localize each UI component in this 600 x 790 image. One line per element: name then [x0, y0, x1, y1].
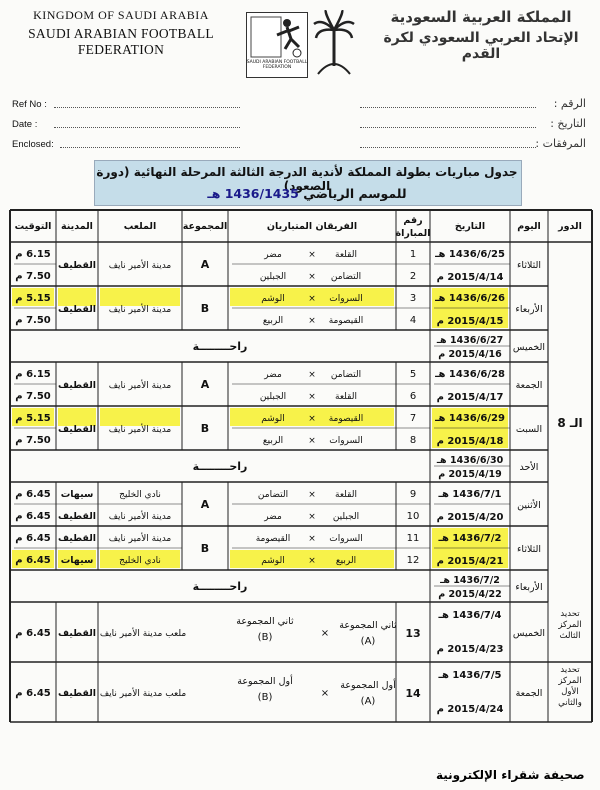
versus-mark: × [308, 370, 316, 380]
away-team: الربيع [262, 316, 284, 326]
versus-mark: × [308, 534, 316, 544]
away-team: الربيع [262, 436, 284, 446]
kickoff-time: 7.50 م [15, 435, 51, 446]
enclosed-label: Enclosed: [12, 139, 54, 150]
home-team: التضامن [330, 272, 362, 282]
season-value: 1436/1435 هـ [207, 186, 299, 201]
hijri-date: 1436/6/27 هـ [436, 335, 504, 346]
group-label: A [200, 378, 210, 391]
kickoff-time: 7.50 م [15, 391, 51, 402]
city-name: سيهات [60, 555, 94, 566]
round-stage-label: تحديد [560, 665, 580, 675]
versus-mark: × [308, 392, 316, 402]
rest-label: راحــــــــة [192, 460, 248, 473]
versus-mark: × [308, 316, 316, 326]
versus-mark: × [308, 512, 316, 522]
away-team: الوشم [261, 294, 285, 304]
away-team: القيصومة [255, 534, 291, 544]
kickoff-time: 6.45 م [15, 555, 51, 566]
home-team: القلعة [335, 490, 357, 500]
match-number: 12 [406, 555, 420, 566]
away-team: مضر [264, 512, 282, 522]
stadium-name: ملعب مدينة الأمير نايف [99, 689, 187, 699]
day-label: الأربعاء [515, 582, 543, 593]
gregorian-date: 2015/4/17 م [436, 392, 504, 403]
round-label: الـ 8 [557, 416, 583, 430]
hijri-date: 1436/7/1 هـ [438, 489, 502, 500]
round-stage-label: الثالث [559, 631, 581, 641]
stadium-name: مدينة الأمير نايف [108, 425, 172, 435]
kickoff-time: 6.45 م [15, 533, 51, 544]
hijri-date: 1436/6/29 هـ [435, 413, 505, 424]
column-header: التاريخ [454, 221, 486, 232]
home-team: (A) [360, 696, 376, 707]
match-number: 7 [409, 413, 417, 424]
match-number: 11 [406, 533, 420, 544]
match-number: 2 [409, 271, 417, 282]
match-number: 3 [409, 293, 417, 304]
gregorian-date: 2015/4/21 م [436, 556, 504, 567]
gregorian-date: 2015/4/18 م [436, 436, 504, 447]
home-team: الجبلين [332, 512, 360, 522]
stadium-name: مدينة الأمير نايف [108, 534, 172, 544]
home-team: القيصومة [328, 316, 364, 326]
federation-name-ar: الإتحاد العربي السعودي لكرة القدم [383, 30, 579, 62]
home-team: الربيع [335, 556, 357, 566]
home-team: السروات [329, 294, 363, 304]
column-header: اليوم [517, 221, 541, 232]
match-number: 14 [405, 687, 421, 700]
federation-name-en: SAUDI ARABIAN FOOTBALL FEDERATION [28, 26, 214, 57]
versus-mark: × [308, 272, 316, 282]
versus-mark: × [308, 556, 316, 566]
city-name: القطيف [57, 260, 97, 271]
ref-no-label: Ref No : [12, 99, 47, 110]
kickoff-time: 6.15 م [15, 249, 51, 260]
group-label: B [200, 422, 210, 435]
versus-mark: × [320, 688, 330, 699]
group-label: B [200, 302, 210, 315]
gregorian-date: 2015/4/23 م [436, 644, 504, 655]
kickoff-time: 6.45 م [15, 688, 51, 699]
group-label: A [200, 258, 210, 271]
day-label: الجمعة [515, 688, 543, 699]
city-name: القطيف [57, 628, 97, 639]
hijri-date: 1436/6/25 هـ [435, 249, 505, 260]
home-team: السروات [329, 436, 363, 446]
enclosed-label-ar: المرفقات : [535, 137, 586, 150]
season-prefix: للموسم الرياضي [303, 186, 407, 201]
away-team: مضر [264, 250, 282, 260]
stadium-highlight [100, 288, 180, 306]
gregorian-date: 2015/4/16 م [438, 349, 502, 360]
kingdom-name-ar: المملكة العربية السعودية [390, 8, 572, 26]
kickoff-time: 6.15 م [15, 369, 51, 380]
city-name: القطيف [57, 688, 97, 699]
column-header: المدينة [61, 221, 93, 232]
away-team: مضر [264, 370, 282, 380]
kickoff-time: 7.50 م [15, 315, 51, 326]
versus-mark: × [308, 414, 316, 424]
match-number: 6 [409, 391, 417, 402]
home-team: القلعة [335, 250, 357, 260]
gregorian-date: 2015/4/14 م [436, 272, 504, 283]
city-name: سيهات [60, 489, 94, 500]
round-stage-label: والثاني [558, 698, 582, 708]
hijri-date: 1436/7/2 هـ [438, 533, 502, 544]
away-team: الوشم [261, 414, 285, 424]
home-team: أول المجموعة [340, 680, 396, 691]
round-stage-label: المركز [558, 676, 582, 686]
away-team: (B) [257, 692, 273, 703]
versus-mark: × [308, 294, 316, 304]
versus-mark: × [308, 250, 316, 260]
match-number: 8 [409, 435, 417, 446]
hijri-date: 1436/6/28 هـ [435, 369, 505, 380]
away-team: التضامن [257, 490, 289, 500]
column-header: الفريقان المتباريان [266, 221, 358, 232]
column-header: الملعب [123, 221, 157, 232]
city-name: القطيف [57, 424, 97, 435]
day-label: الجمعة [515, 380, 543, 391]
kickoff-time: 7.50 م [15, 271, 51, 282]
gregorian-date: 2015/4/22 م [438, 589, 502, 600]
away-team: الجبلين [259, 272, 287, 282]
day-label: الأحد [519, 462, 539, 473]
hijri-date: 1436/7/2 هـ [440, 575, 500, 586]
match-number: 10 [406, 511, 420, 522]
newspaper-watermark: صحيفة شقراء الإلكترونية [436, 768, 585, 782]
hijri-date: 1436/6/30 هـ [436, 455, 504, 466]
round-stage-label: المركز [558, 620, 582, 630]
stadium-name: مدينة الأمير نايف [108, 261, 172, 271]
home-team: التضامن [330, 370, 362, 380]
gregorian-date: 2015/4/19 م [438, 469, 502, 480]
home-team: القيصومة [328, 414, 364, 424]
kickoff-time: 5.15 م [15, 293, 51, 304]
stadium-name: نادي الخليج [119, 556, 161, 566]
schedule-title: جدول مباريات بطولة المملكة لأندية الدرجة الثالثة المرحلة النهائية (دورة الصعود) [96, 165, 518, 193]
rest-label: راحــــــــة [192, 340, 248, 353]
gregorian-date: 2015/4/24 م [436, 704, 504, 715]
away-team: (B) [257, 632, 273, 643]
date-label: Date : [12, 119, 38, 130]
away-team: ثاني المجموعة [236, 616, 294, 627]
city-name: القطيف [57, 533, 97, 544]
kickoff-time: 5.15 م [15, 413, 51, 424]
stadium-name: مدينة الأمير نايف [108, 512, 172, 522]
kickoff-time: 6.45 م [15, 489, 51, 500]
column-header: المجموعة [182, 221, 228, 232]
day-label: السبت [515, 424, 543, 435]
gregorian-date: 2015/4/15 م [436, 316, 504, 327]
match-number: 1 [409, 249, 417, 260]
stadium-highlight [100, 408, 180, 426]
versus-mark: × [308, 490, 316, 500]
home-team: القلعة [335, 392, 357, 402]
logo-caption: SAUDI ARABIAN FOOTBALL FEDERATION [246, 60, 308, 70]
away-team: الجبلين [259, 392, 287, 402]
round-stage-label: الأول [561, 687, 579, 697]
stadium-name: مدينة الأمير نايف [108, 305, 172, 315]
group-label: B [200, 542, 210, 555]
match-number: 4 [409, 315, 417, 326]
kingdom-name-en: KINGDOM OF SAUDI ARABIA [33, 8, 209, 22]
day-label: الأثنين [517, 500, 541, 511]
day-label: الأربعاء [515, 304, 543, 315]
city-name: القطيف [57, 304, 97, 315]
day-label: الخميس [512, 628, 546, 639]
versus-mark: × [308, 436, 316, 446]
away-team: أول المجموعة [237, 676, 293, 687]
stadium-name: مدينة الأمير نايف [108, 381, 172, 391]
city-name: القطيف [57, 511, 97, 522]
column-header-match-no: رقم [403, 215, 423, 226]
hijri-date: 1436/7/5 هـ [438, 670, 502, 681]
home-team: (A) [360, 636, 376, 647]
match-number: 13 [405, 627, 421, 640]
match-number: 5 [409, 369, 417, 380]
away-team: الوشم [261, 556, 285, 566]
kickoff-time: 6.45 م [15, 511, 51, 522]
round-stage-label: تحديد [560, 609, 580, 619]
column-header: الدور [558, 221, 582, 232]
versus-mark: × [320, 628, 330, 639]
kickoff-time: 6.45 م [15, 628, 51, 639]
rest-label: راحــــــــة [192, 580, 248, 593]
column-header-match-no: المباراة [395, 228, 431, 239]
stadium-name: نادي الخليج [119, 490, 161, 500]
home-team: ثاني المجموعة [339, 620, 397, 631]
day-label: الخميس [512, 342, 546, 353]
date-label-ar: التاريخ : [550, 117, 586, 130]
day-label: الثلاثاء [516, 260, 542, 271]
hijri-date: 1436/6/26 هـ [435, 293, 505, 304]
city-name: القطيف [57, 380, 97, 391]
column-header: التوقيت [14, 221, 52, 232]
ref-no-label-ar: الرقم : [553, 97, 586, 110]
match-number: 9 [409, 489, 417, 500]
home-team: السروات [329, 534, 363, 544]
group-label: A [200, 498, 210, 511]
gregorian-date: 2015/4/20 م [436, 512, 504, 523]
day-label: الثلاثاء [516, 544, 542, 555]
hijri-date: 1436/7/4 هـ [438, 610, 502, 621]
stadium-name: ملعب مدينة الأمير نايف [99, 629, 187, 639]
